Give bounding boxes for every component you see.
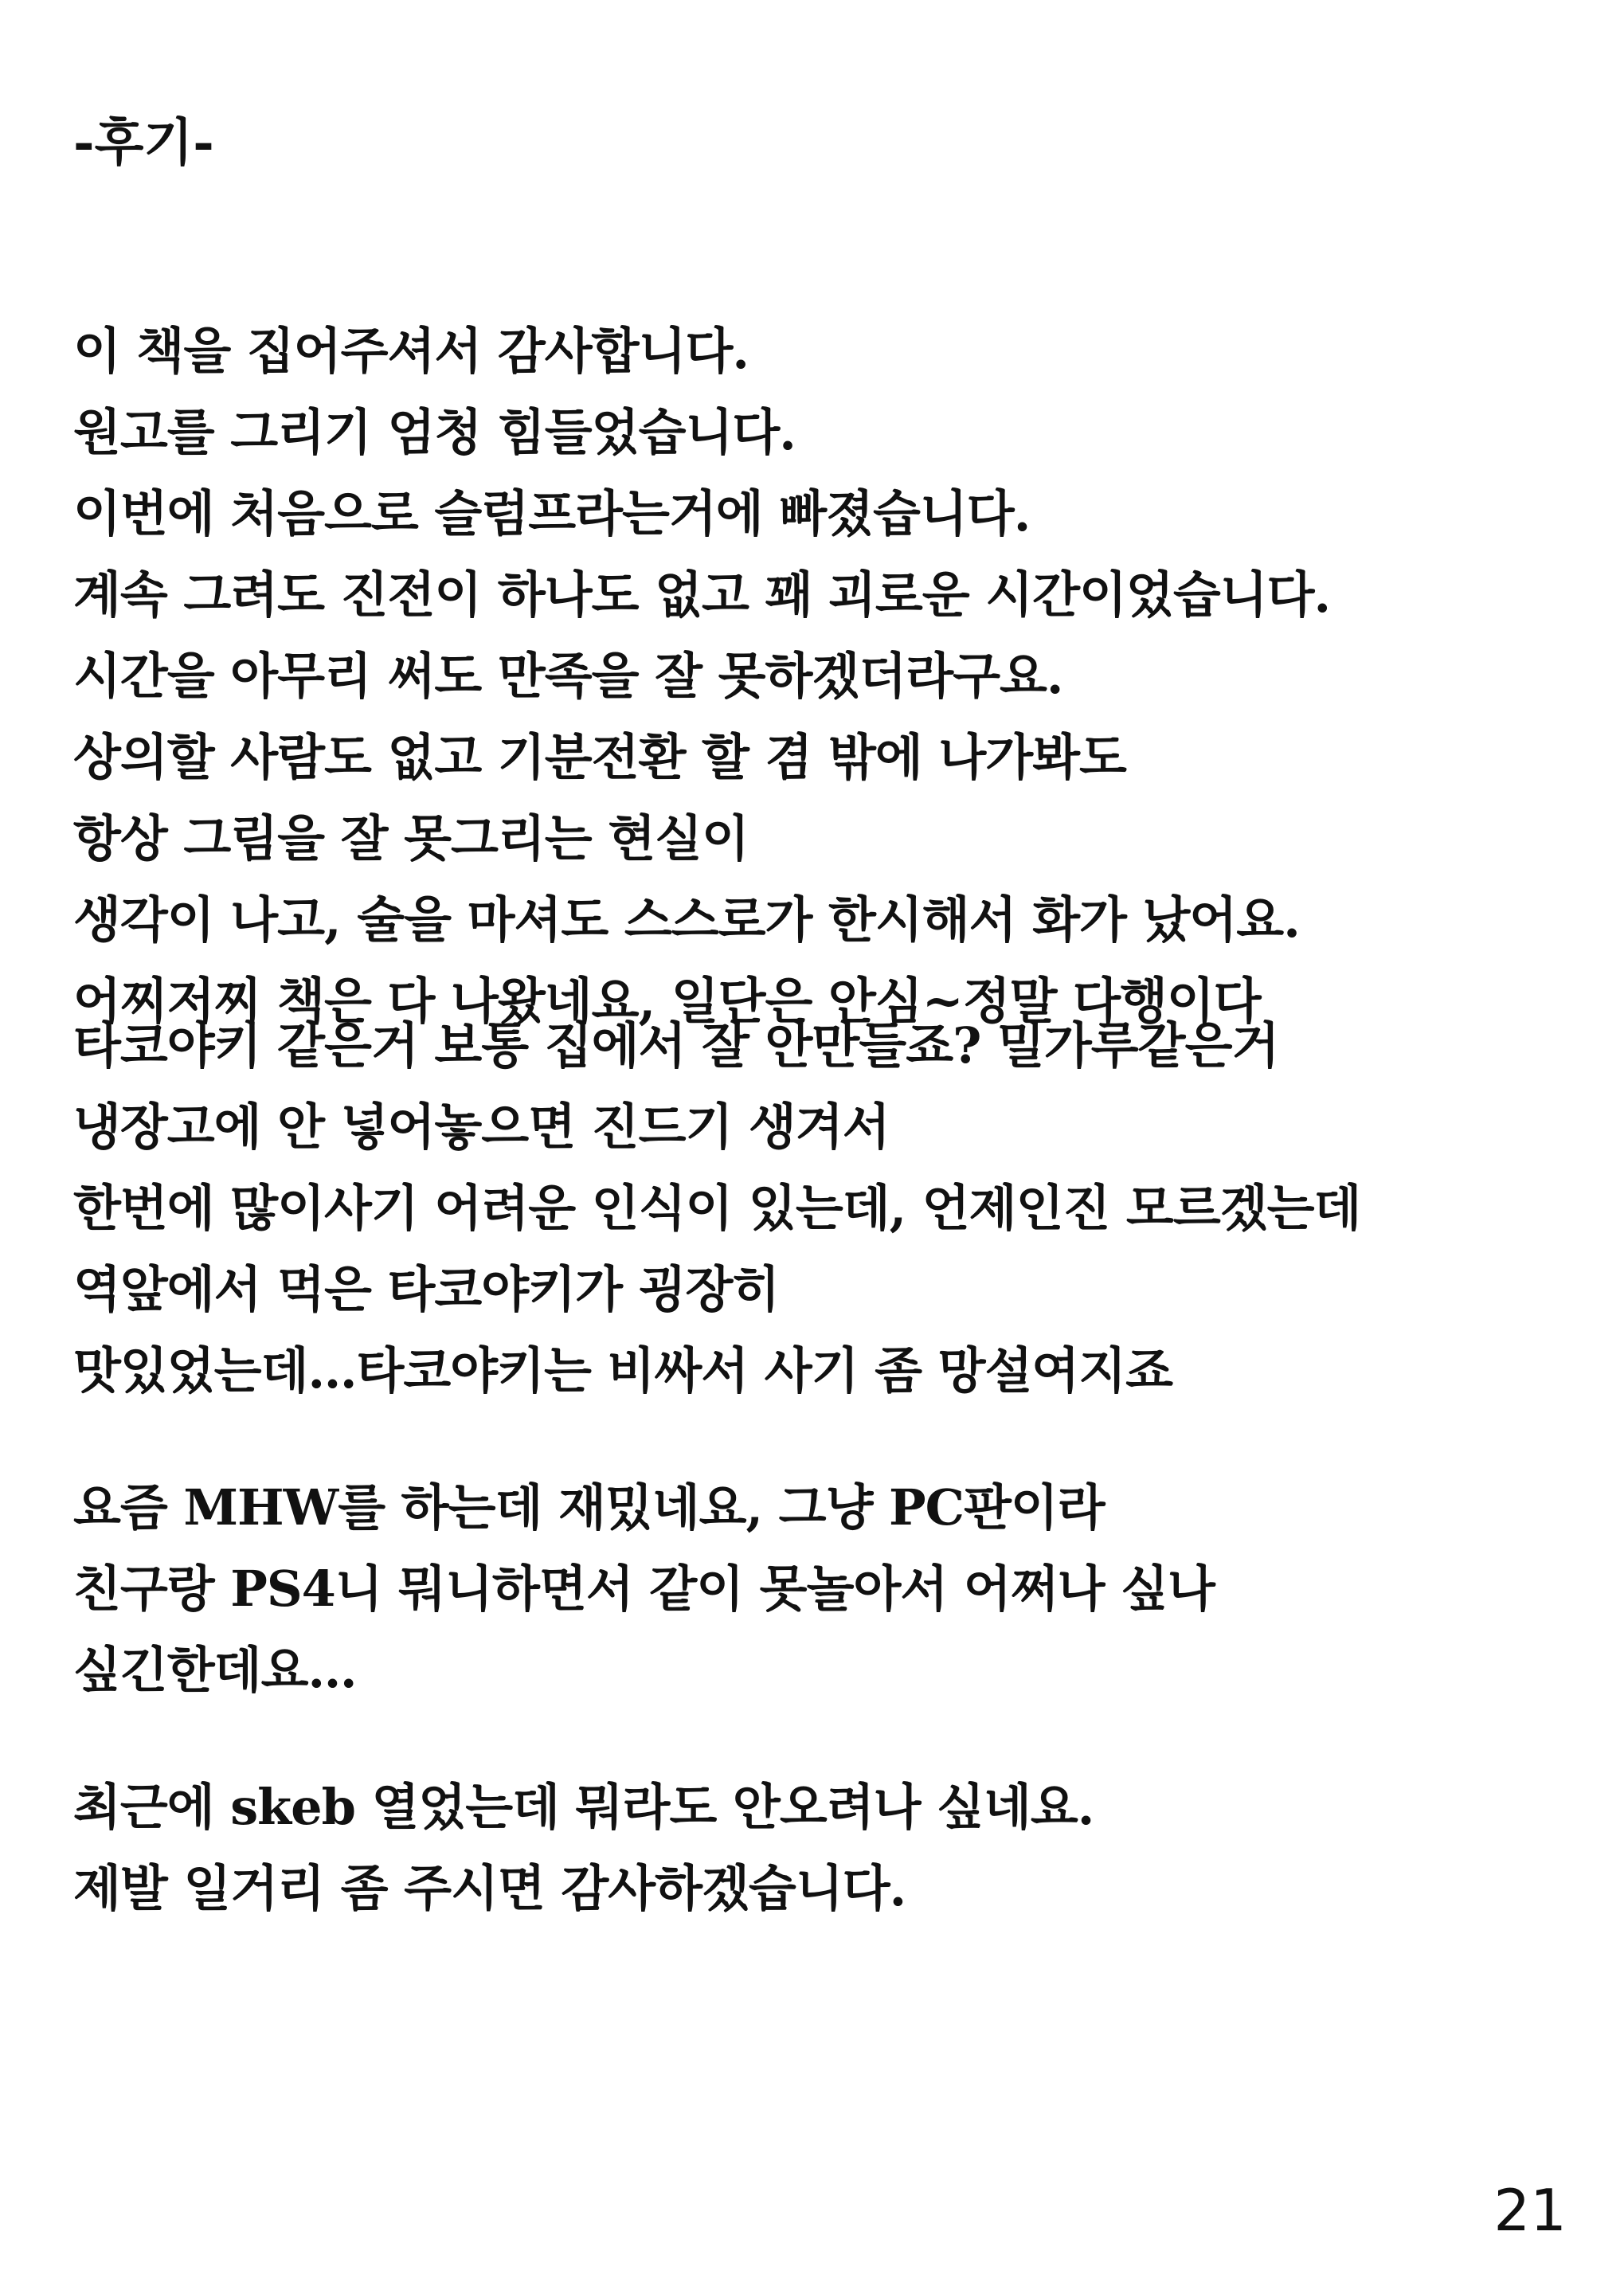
text-line: 냉장고에 안 넣어놓으면 진드기 생겨서 [73,1098,890,1156]
text-line: 이번에 처음으로 슬럼프라는거에 빠졌습니다. [73,484,1031,542]
paragraph-4 [73,1767,1571,1929]
text-line: 타코야키 같은거 보통 집에서 잘 안만들죠? 밀가루같은거 [73,1016,1279,1075]
text-line: 시간을 아무리 써도 만족을 잘 못하겠더라구요. [73,647,1063,705]
page-title: -후기- [73,113,214,173]
text-line: 상의할 사람도 없고 기분전환 할 겸 밖에 나가봐도 [73,728,1126,786]
text-line: 한번에 많이사기 어려운 인식이 있는데, 언제인진 모르겠는데 [73,1179,1361,1237]
text-line: 어찌저찌 책은 다 나왔네요, 일단은 안심~정말 다행이다 [73,972,1261,1030]
text-line: 항상 그림을 잘 못그리는 현실이 [73,809,749,867]
text-line: 생각이 나고, 술을 마셔도 스스로가 한시해서 화가 났어요. [73,891,1300,949]
paragraph-2 [73,1005,1571,1411]
paragraph-3 [73,1467,1571,1711]
text-line: 요즘 MHW를 하는데 재밌네요, 그냥 PC판이라 [73,1478,1105,1537]
text-line: 계속 그려도 진전이 하나도 없고 꽤 괴로운 시간이었습니다. [73,566,1331,624]
text-line: 맛있었는데…타코야키는 비싸서 사기 좀 망설여지죠 [73,1341,1173,1399]
text-line: 최근에 skeb 열었는데 뭐라도 안오려나 싶네요. [73,1778,1094,1836]
text-line: 제발 일거리 좀 주시면 감사하겠습니다. [73,1859,906,1917]
text-line: 친구랑 PS4니 뭐니하면서 같이 못놀아서 어쩌나 싶나 [73,1560,1215,1618]
paragraph-1 [73,311,1571,1042]
text-line: 원고를 그리기 엄청 힘들었습니다. [73,403,796,461]
text-line: 싶긴한데요… [73,1641,357,1699]
text-line: 역앞에서 먹은 타코야키가 굉장히 [73,1260,780,1318]
text-line: 이 책을 집어주셔서 감사합니다. [73,322,749,380]
page-number: 21 [1493,2177,1567,2244]
